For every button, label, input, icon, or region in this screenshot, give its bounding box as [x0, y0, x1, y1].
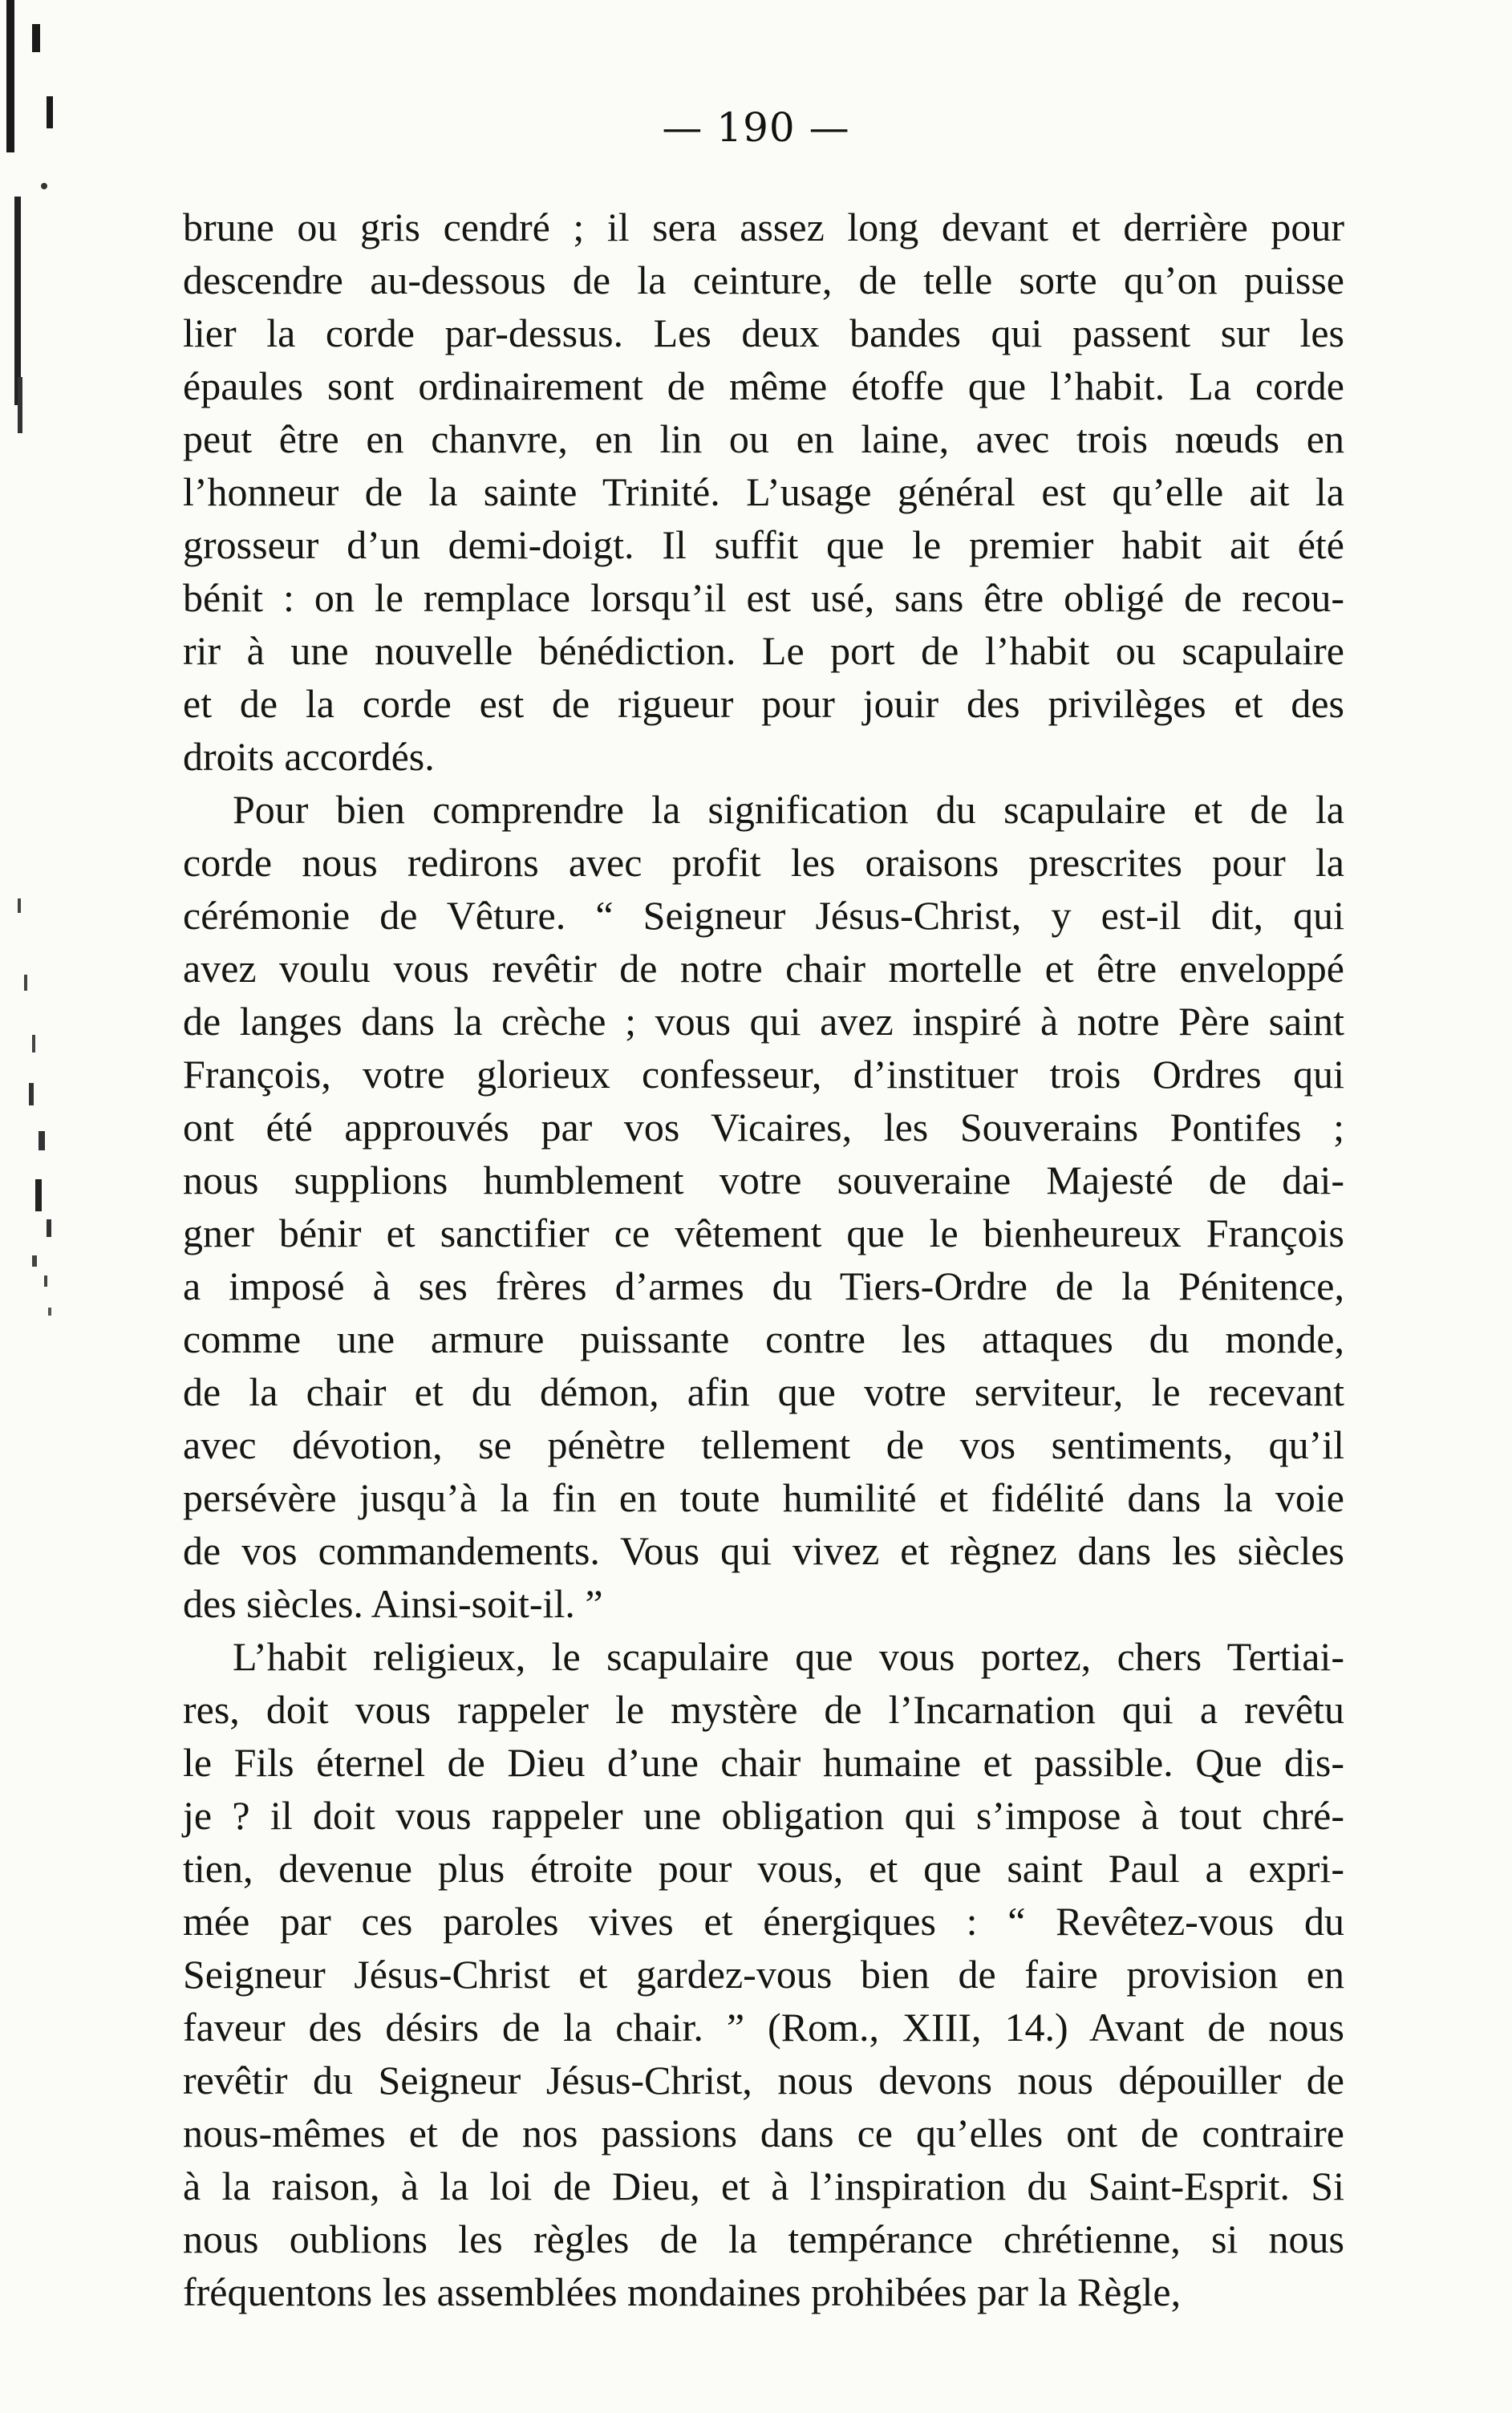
- text-line: mée par ces paroles vives et énergiques : “ Revêtez-vous du: [183, 1899, 1344, 1944]
- text-line: nous supplions humblement votre souveraine Majesté de dai-: [183, 1158, 1344, 1202]
- scan-margin-marks: [0, 0, 96, 2413]
- paragraph: [183, 783, 1344, 1630]
- text-line: grosseur d’un demi-doigt. Il suffit que le premier habit ait été: [183, 522, 1344, 567]
- text-line: de la chair et du démon, afin que votre serviteur, le recevant: [183, 1369, 1344, 1414]
- text-line: épaules sont ordinairement de même étoffe que l’habit. La corde: [183, 363, 1344, 408]
- text-line: lier la corde par-dessus. Les deux bandes qui passent sur les: [183, 310, 1344, 355]
- text-line: nous-mêmes et de nos passions dans ce qu’elles ont de contraire: [183, 2111, 1344, 2155]
- text-line: Pour bien comprendre la signification du scapulaire et de la: [233, 787, 1344, 832]
- text-line: des siècles. Ainsi-soit-il. ”: [183, 1581, 603, 1626]
- text-line: a imposé à ses frères d’armes du Tiers-Ordre de la Pénitence,: [183, 1263, 1344, 1308]
- text-line: res, doit vous rappeler le mystère de l’Incarnation qui a revêtu: [183, 1687, 1344, 1732]
- text-line: avec dévotion, se pénètre tellement de vos sentiments, qu’il: [183, 1422, 1344, 1467]
- text-line: de langes dans la crèche ; vous qui avez inspiré à notre Père saint: [183, 999, 1344, 1044]
- text-line: ont été approuvés par vos Vicaires, les Souverains Pontifes ;: [183, 1105, 1344, 1150]
- text-line: corde nous redirons avec profit les oraisons prescrites pour la: [183, 840, 1344, 885]
- paragraphs-container: [183, 201, 1344, 2318]
- text-line: tien, devenue plus étroite pour vous, et que saint Paul a expri-: [183, 1846, 1344, 1891]
- text-line: comme une armure puissante contre les attaques du monde,: [183, 1316, 1344, 1361]
- text-line: peut être en chanvre, en lin ou en laine, avec trois nœuds en: [183, 416, 1344, 461]
- text-line: l’honneur de la sainte Trinité. L’usage général est qu’elle ait la: [183, 469, 1344, 514]
- paragraph: [183, 201, 1344, 783]
- text-line: et de la corde est de rigueur pour jouir des privilèges et des: [183, 681, 1344, 726]
- text-line: L’habit religieux, le scapulaire que vous portez, chers Tertiai-: [233, 1634, 1344, 1679]
- text-line: bénit : on le remplace lorsqu’il est usé, sans être obligé de recou-: [183, 575, 1344, 620]
- text-line: François, votre glorieux confesseur, d’instituer trois Ordres qui: [183, 1052, 1344, 1097]
- page-number: — 190 —: [662, 104, 850, 151]
- text-line: fréquentons les assemblées mondaines prohibées par la Règle,: [183, 2269, 1182, 2314]
- text-line: le Fils éternel de Dieu d’une chair humaine et passible. Que dis-: [183, 1740, 1344, 1785]
- text-line: à la raison, à la loi de Dieu, et à l’inspiration du Saint-Esprit. Si: [183, 2164, 1344, 2208]
- text-line: persévère jusqu’à la fin en toute humilité et fidélité dans la voie: [183, 1475, 1344, 1520]
- body-text: [183, 201, 1344, 2318]
- text-line: Seigneur Jésus-Christ et gardez-vous bien de faire provision en: [183, 1952, 1344, 1997]
- text-line: descendre au-dessous de la ceinture, de telle sorte qu’on puisse: [183, 258, 1344, 302]
- text-line: avez voulu vous revêtir de notre chair mortelle et être enveloppé: [183, 946, 1344, 991]
- text-line: nous oublions les règles de la tempérance chrétienne, si nous: [183, 2216, 1344, 2261]
- text-line: brune ou gris cendré ; il sera assez long devant et derrière pour: [183, 205, 1344, 249]
- text-line: droits accordés.: [183, 734, 435, 779]
- text-line: cérémonie de Vêture. “ Seigneur Jésus-Christ, y est-il dit, qui: [183, 893, 1344, 938]
- text-line: de vos commandements. Vous qui vivez et règnez dans les siècles: [183, 1528, 1344, 1573]
- text-line: gner bénir et sanctifier ce vêtement que le bienheureux François: [183, 1211, 1344, 1255]
- text-line: revêtir du Seigneur Jésus-Christ, nous devons nous dépouiller de: [183, 2058, 1344, 2103]
- text-line: je ? il doit vous rappeler une obligation qui s’impose à tout chré-: [183, 1793, 1344, 1838]
- text-line: rir à une nouvelle bénédiction. Le port de l’habit ou scapulaire: [183, 628, 1344, 673]
- text-line: faveur des désirs de la chair. ” (Rom., XIII, 14.) Avant de nous: [183, 2005, 1344, 2050]
- paragraph: [183, 1630, 1344, 2318]
